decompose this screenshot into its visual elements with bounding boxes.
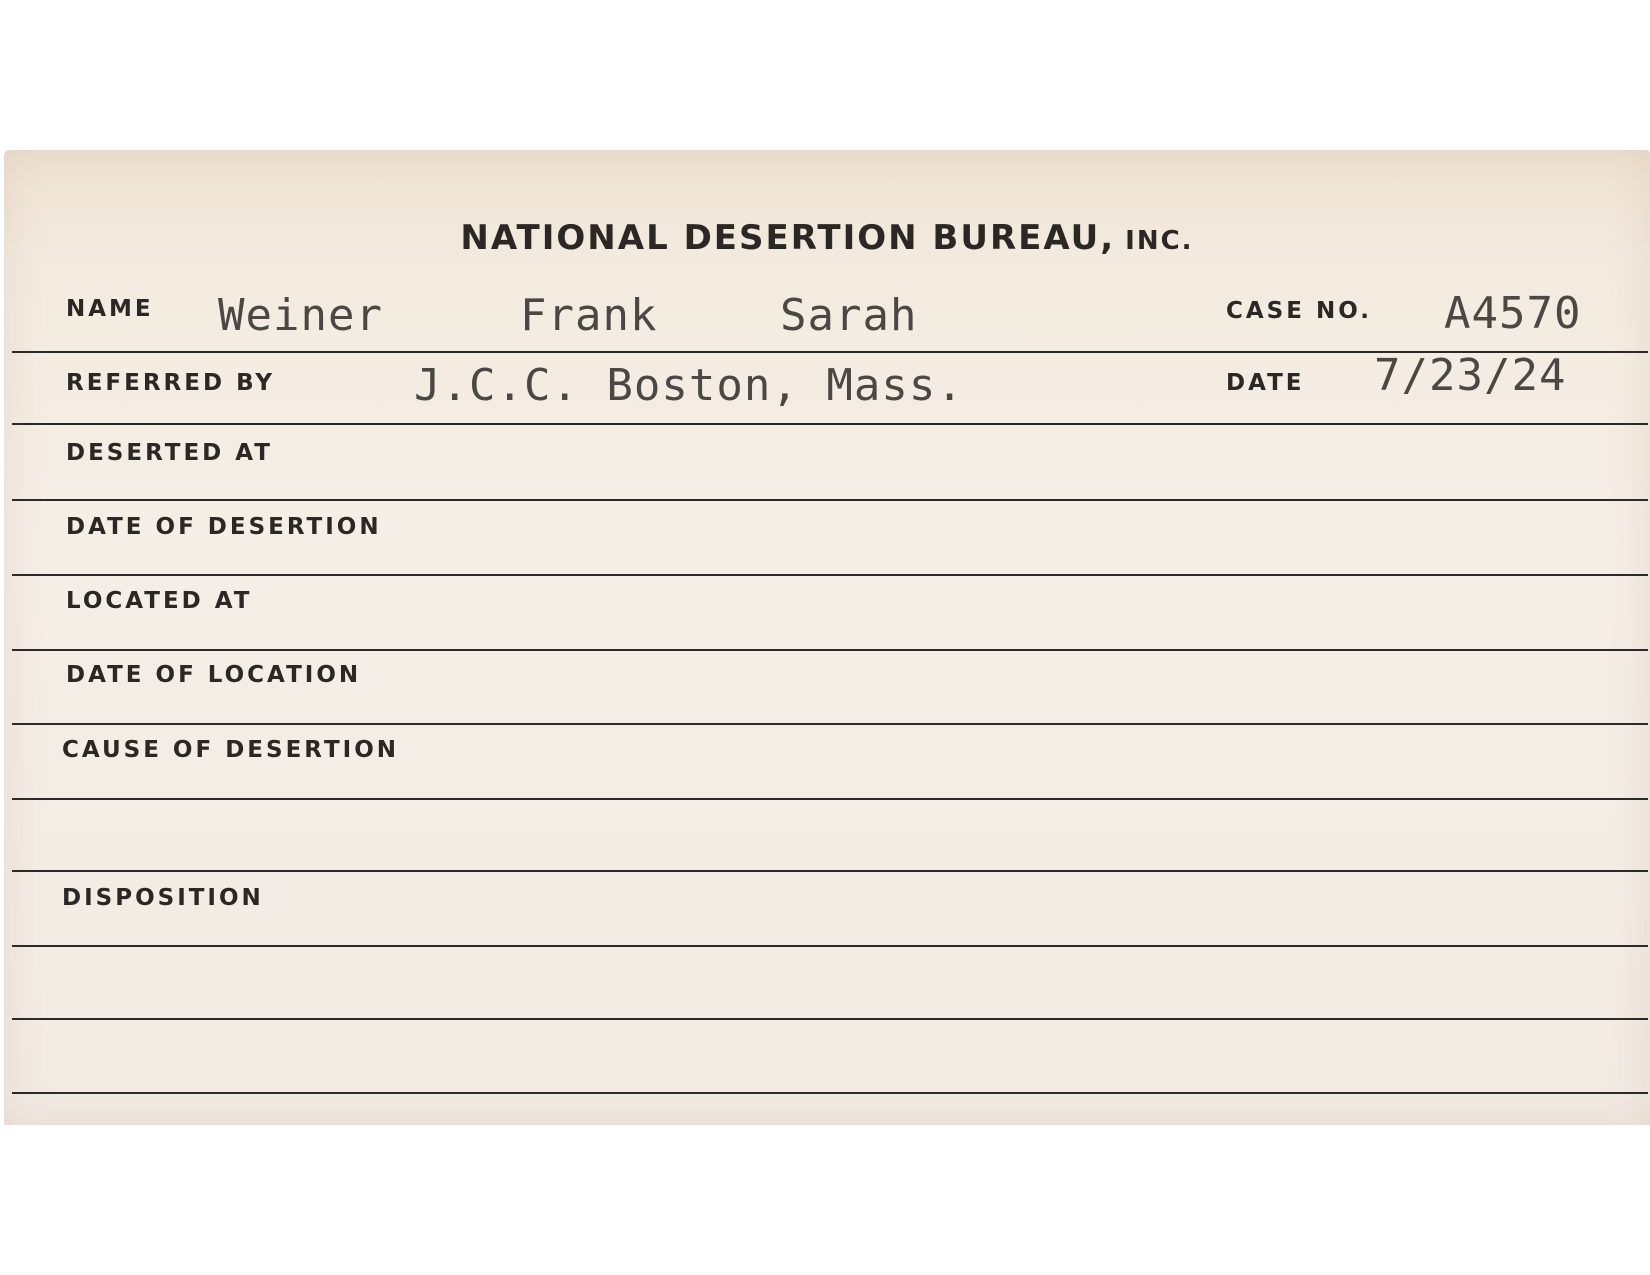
name-last-value: Weiner	[218, 290, 383, 341]
blank-line-2	[12, 1018, 1648, 1020]
date-value: 7/23/24	[1374, 350, 1567, 401]
blank-line-3	[12, 1092, 1648, 1094]
referred-by-value: J.C.C. Boston, Mass.	[414, 360, 964, 411]
name-first-value: Frank	[520, 290, 658, 341]
deserted-at-line	[12, 499, 1648, 501]
name-other-value: Sarah	[780, 290, 918, 341]
located-at-label: LOCATED AT	[66, 588, 253, 614]
cause-of-desertion-line	[12, 798, 1648, 800]
date-of-desertion-line	[12, 574, 1648, 576]
referred-row-line	[12, 423, 1648, 425]
card-title	[4, 218, 1650, 258]
date-label: DATE	[1226, 370, 1305, 396]
deserted-at-label: DESERTED AT	[66, 440, 273, 466]
located-at-line	[12, 649, 1648, 651]
blank-line-1	[12, 870, 1648, 872]
card-title-text: NATIONAL DESERTION BUREAU,	[460, 218, 1116, 258]
disposition-line	[12, 945, 1648, 947]
case-no-value: A4570	[1444, 288, 1582, 339]
index-card	[4, 150, 1650, 1125]
date-of-location-label: DATE OF LOCATION	[66, 662, 362, 688]
date-of-location-line	[12, 723, 1648, 725]
name-label: NAME	[66, 296, 154, 322]
referred-by-label: REFERRED BY	[66, 370, 276, 396]
date-of-desertion-label: DATE OF DESERTION	[66, 514, 382, 540]
cause-of-desertion-label: CAUSE OF DESERTION	[62, 737, 400, 763]
card-title-suffix: INC.	[1125, 226, 1194, 256]
disposition-label: DISPOSITION	[62, 885, 264, 911]
case-no-label: CASE NO.	[1226, 298, 1372, 324]
